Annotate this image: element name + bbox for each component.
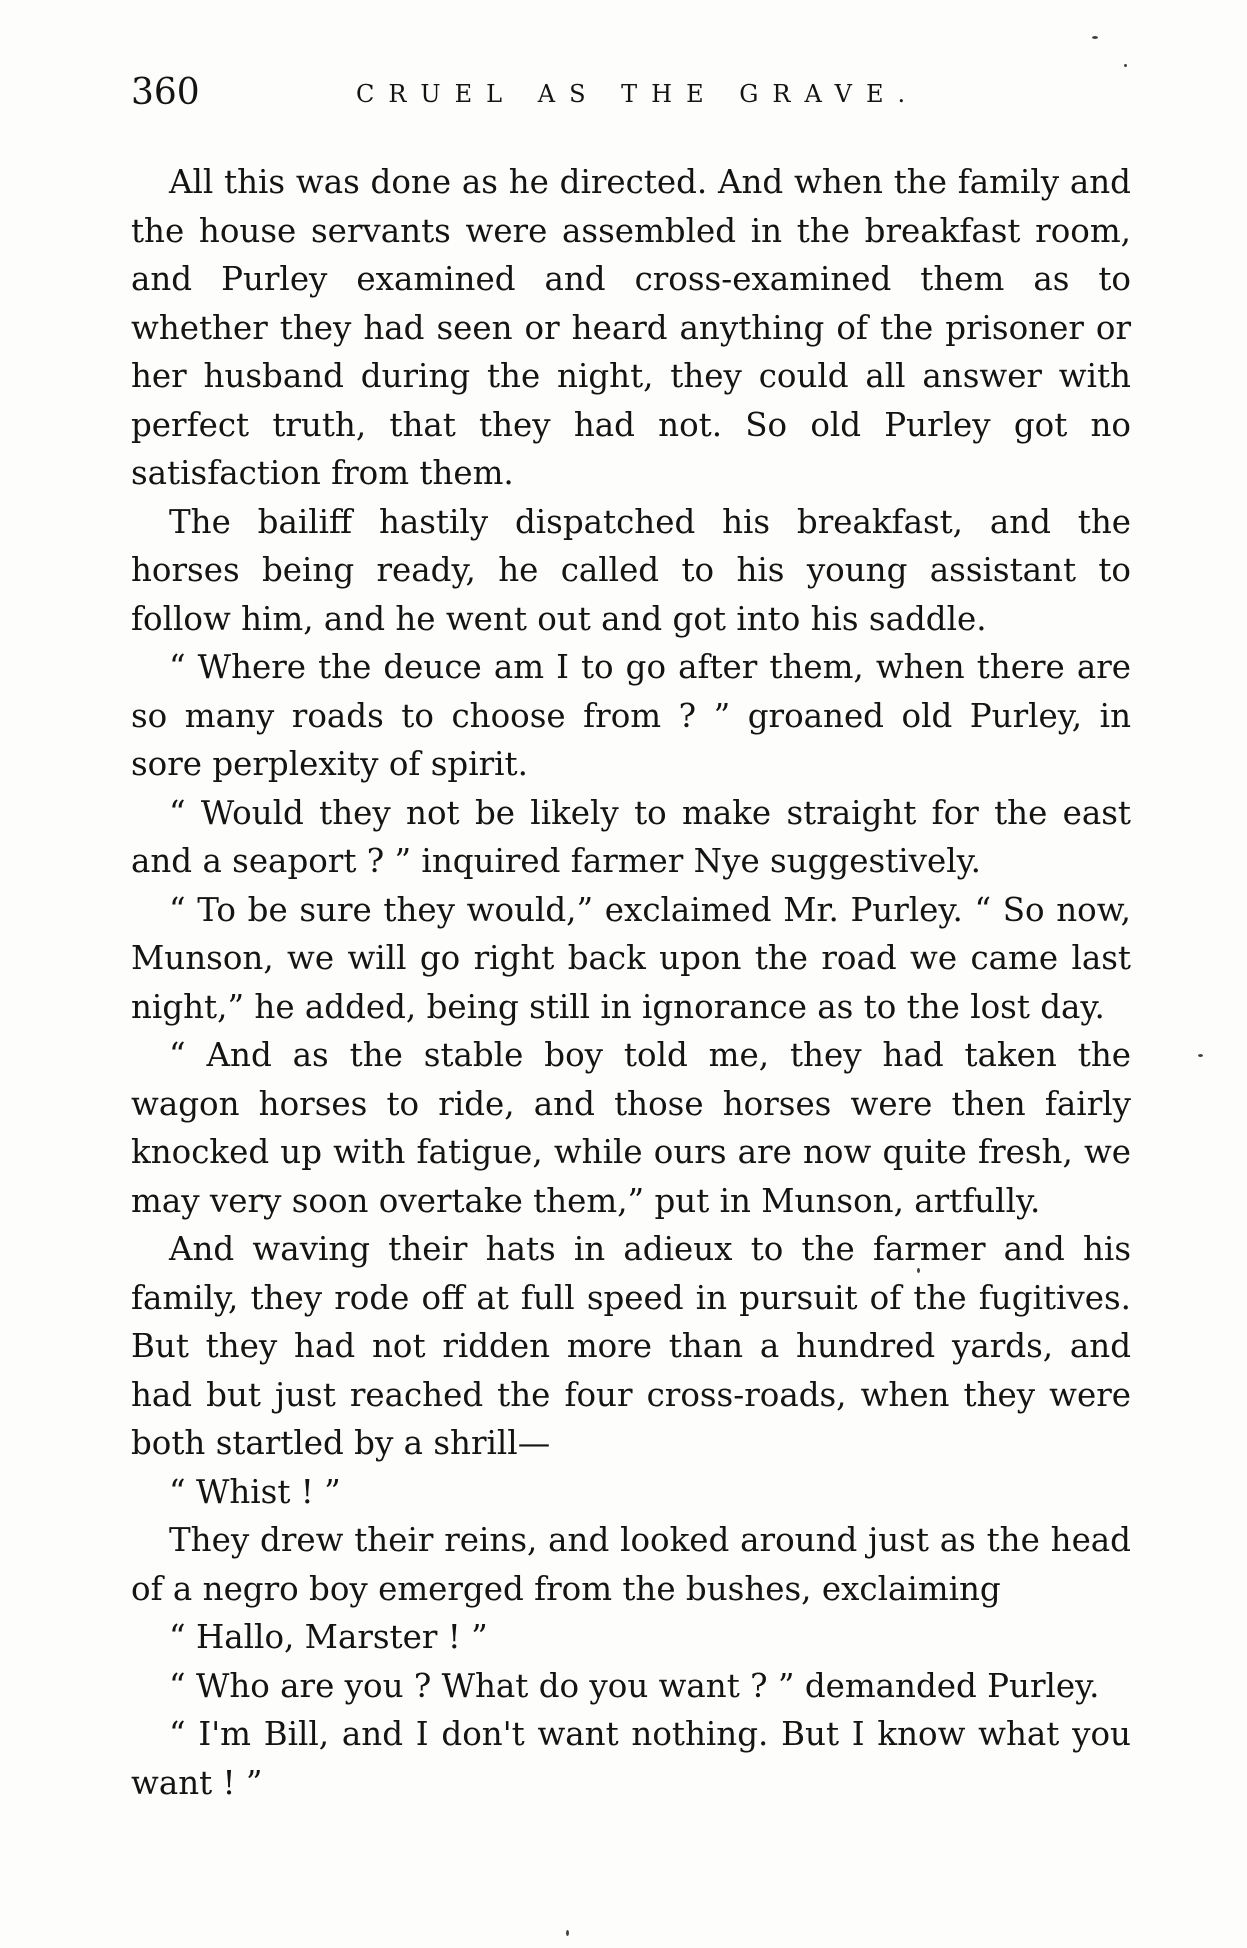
- running-title: CRUEL AS THE GRAVE.: [356, 80, 920, 108]
- print-speck: [566, 1930, 569, 1936]
- paragraph: The bailiff hastily dispatched his breakfast, and the horses being ready, he called to his young assistant to follow him, and he went out and got into his saddle.: [131, 502, 1131, 638]
- paragraph: “ Who are you ? What do you want ? ” demanded Purley.: [169, 1666, 1100, 1705]
- print-speck: [1092, 36, 1098, 39]
- body-text: [131, 158, 1131, 1807]
- paragraph: “ To be sure they would,” exclaimed Mr. Purley. “ So now, Munson, we will go right back upon the road we came last night,” he added, being still in ignorance as to the lost day.: [131, 890, 1131, 1026]
- paragraph: “ Where the deuce am I to go after them, when there are so many roads to choose from ? ” groaned old Purley, in sore perplexity of spirit.: [131, 648, 1131, 783]
- print-speck: [1124, 64, 1127, 67]
- paragraph: All this was done as he directed. And when the family and the house servants were assembled in the breakfast room, and Purley examined and cross-examined them as to whether they had seen or heard anything of the prisoner or her husband during the night, they could all answer with perfect truth, that they had not. So old Purley got no satisfaction from them.: [131, 163, 1131, 492]
- paragraph: “ Would they not be likely to make straight for the east and a seaport ? ” inquired farmer Nye suggestively.: [131, 793, 1131, 880]
- paragraph: They drew their reins, and looked around just as the head of a negro boy emerged from the bushes, exclaiming: [131, 1521, 1131, 1608]
- page-header: [131, 68, 1131, 118]
- print-speck: [917, 1268, 920, 1273]
- paragraph: “ And as the stable boy told me, they had taken the wagon horses to ride, and those horses were then fairly knocked up with fatigue, while ours are now quite fresh, we may very soon overtake them,” put in Munson, artfully.: [131, 1036, 1131, 1220]
- print-speck: [1198, 1054, 1203, 1057]
- paragraph: “ Whist ! ”: [169, 1472, 341, 1511]
- paragraph: “ I'm Bill, and I don't want nothing. But I know what you want ! ”: [131, 1715, 1131, 1802]
- page-number: 360: [131, 72, 200, 113]
- paragraph: “ Hallo, Marster ! ”: [169, 1618, 488, 1656]
- paragraph: And waving their hats in adieux to the farmer and his family, they rode off at full speed in pursuit of the fugitives. But they had not ridden more than a hundred yards, and had but just reached the four cross-roads, when they were both startled by a shrill—: [131, 1230, 1131, 1462]
